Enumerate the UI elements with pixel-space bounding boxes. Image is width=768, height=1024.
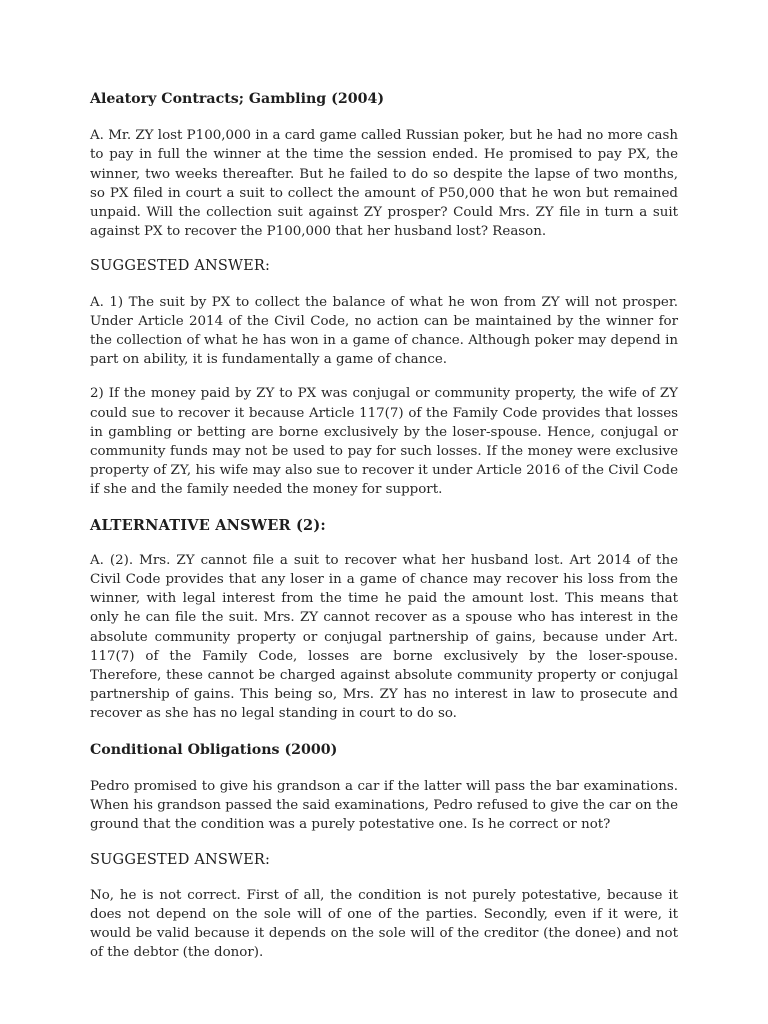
section-title-aleatory-contracts: Aleatory Contracts; Gambling (2004) (90, 91, 385, 107)
alternative-answer-paragraph: A. (2). Mrs. ZY cannot file a suit to recover what her husband lost. Art 2014 of the Civil Code provides that any loser in a game of chance may recover his loss from the winner, with legal interest from the time he paid the amount lost. This means that only he can file the suit. Mrs. ZY cannot recover as a spouse who has interest in the absolute community property or conjugal partnership of gains, because under Art. 117(7) of the Family Code, losses are borne exclusively by the loser-spouse. Therefore, these cannot be charged against absolute community property or conjugal partnership of gains. This being so, Mrs. ZY has no interest in law to prosecute and recover as she has no legal standing in court to do so. (90, 552, 678, 722)
section-title-conditional-obligations: Conditional Obligations (2000) (90, 741, 338, 758)
suggested-answer-label: SUGGESTED ANSWER: (90, 258, 271, 275)
document-page (90, 90, 678, 963)
question-paragraph-2: Pedro promised to give his grandson a car if the latter will pass the bar examinations. When his grandson passed the said examinations, Pedro refused to give the car on the ground that the condition was a purely potestative one. Is he correct or not? (90, 778, 678, 833)
alternative-answer-label: ALTERNATIVE ANSWER (2): (90, 516, 326, 534)
answer-paragraph-3: No, he is not correct. First of all, the condition is not purely potestative, because it does not depend on the sole will of one of the parties. Secondly, even if it were, it would be valid because it depends on the sole will of the creditor (the donee) and not of the debtor (the donor). (90, 887, 678, 961)
question-paragraph: A. Mr. ZY lost P100,000 in a card game called Russian poker, but he had no more cash to pay in full the winner at the time the session ended. He promised to pay PX, the winner, two weeks thereafter. But he failed to do so despite the lapse of two months, so PX filed in court a suit to collect the amount of P50,000 that he won but remained unpaid. Will the collection suit against ZY prosper? Could Mrs. ZY file in turn a suit against PX to recover the P100,000 that her husband lost? Reason. (90, 128, 678, 240)
answer-paragraph-1: A. 1) The suit by PX to collect the balance of what he won from ZY will not prosper. Under Article 2014 of the Civil Code, no action can be maintained by the winner for the collection of what he has won in a game of chance. Although poker may depend in part on ability, it is fundamentally a game of chance. (90, 294, 678, 368)
suggested-answer-label-2: SUGGESTED ANSWER: (90, 851, 271, 868)
answer-paragraph-2: 2) If the money paid by ZY to PX was conjugal or community property, the wife of ZY could sue to recover it because Article 117(7) of the Family Code provides that losses in gambling or betting are borne exclusively by the loser-spouse. Hence, conjugal or community funds may not be used to pay for such losses. If the money were exclusive property of ZY, his wife may also sue to recover it under Article 2016 of the Civil Code if she and the family needed the money for support. (90, 386, 678, 498)
